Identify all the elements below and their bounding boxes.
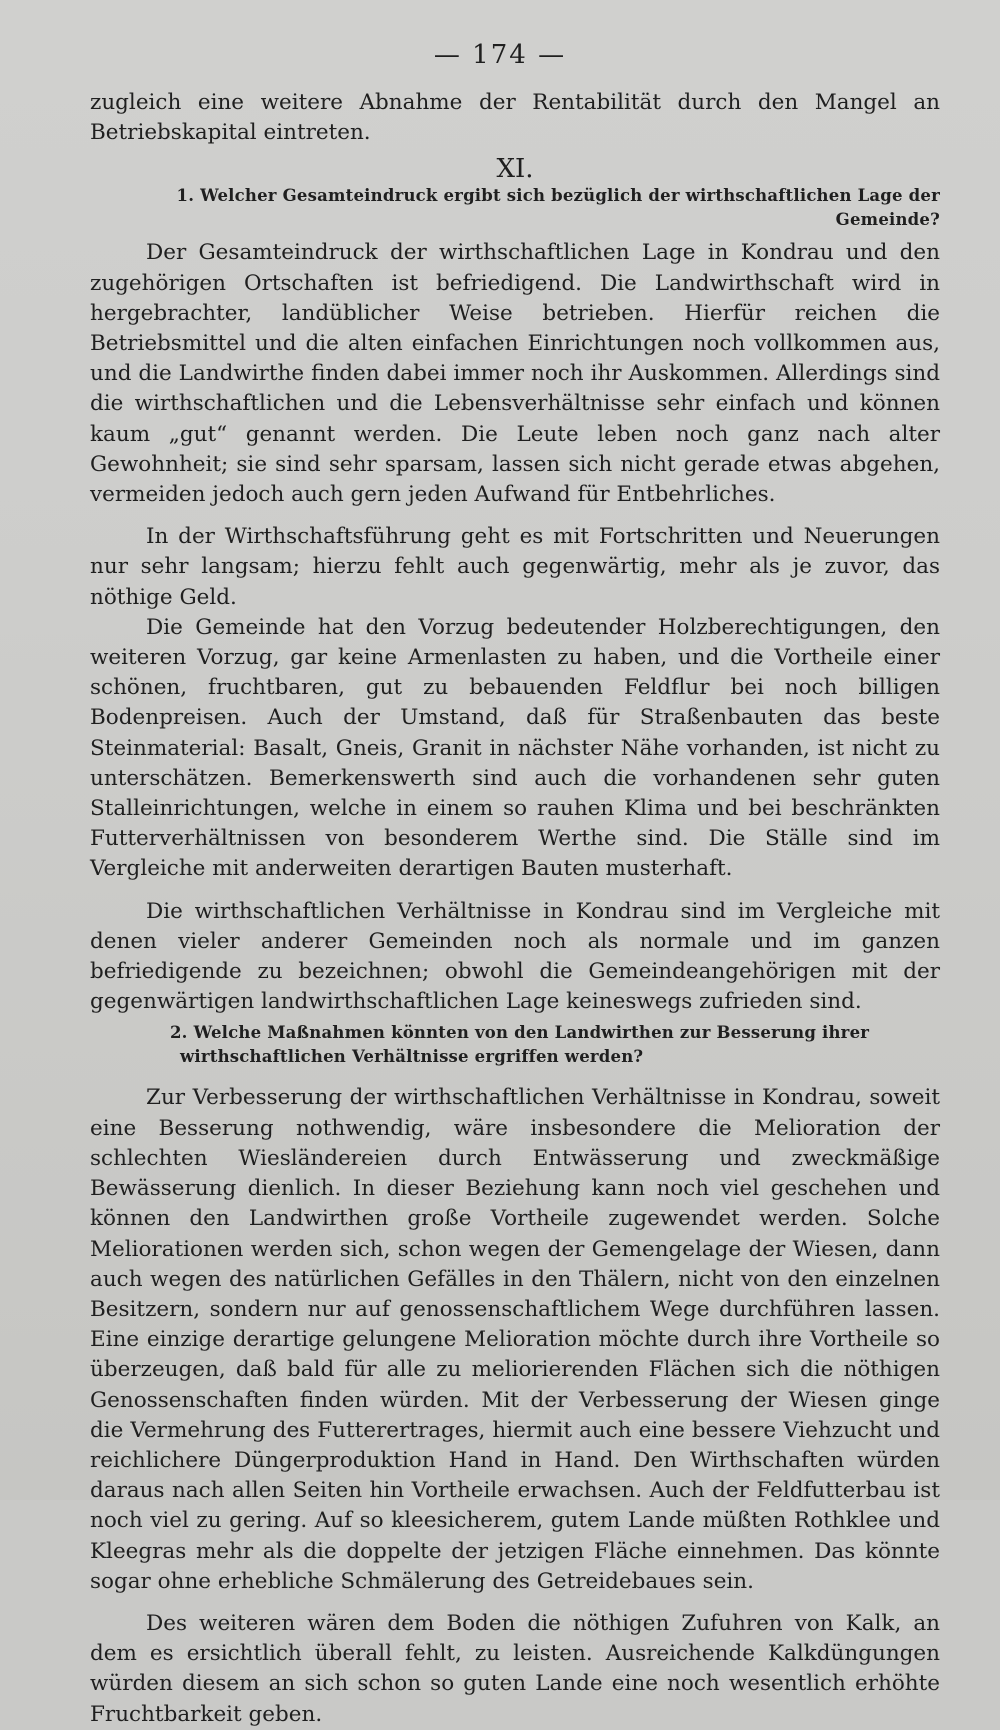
paragraph-overall-impression: Der Gesamteindruck der wirthschaftlichen Lage in Kondrau und den zugehörigen Ortschaften ist befriedigend. Die Landwirthschaft wird in hergebrachter, landüblicher Weise betrieben. Hierfür reichen die Betriebsmittel und die alten einfachen Einrichtungen noch vollkommen aus, und die Landwirthe finden dabei immer noch ihr Auskommen. Allerdings sind die wirthschaftlichen und die Lebensverhältnisse sehr einfach und können kaum „gut“ genannt werden. Die Leute leben noch ganz nach alter Gewohnheit; sie sind sehr sparsam, lassen sich nicht gerade etwas abgehen, vermeiden jedoch auch gern jeden Aufwand für Entbehrliches. <box>90 240 940 508</box>
paragraph-advantages: Die Gemeinde hat den Vorzug bedeutender Holzberechtigungen, den weiteren Vorzug, gar keine Armenlasten zu haben, und die Vortheile einer schönen, fruchtbaren, gut zu bebauenden Feldflur bei noch billigen Bodenpreisen. Auch der Umstand, daß für Straßenbauten das beste Steinmaterial: Basalt, Gneis, Granit in nächster Nähe vorhanden, ist nicht zu unterschätzen. Bemerkenswerth sind auch die vorhandenen sehr guten Stalleinrichtungen, welche in einem so rauhen Klima und bei beschränkten Futterverhältnissen von besonderem Werthe sind. Die Ställe sind im Vergleiche mit anderweiten derartigen Bauten musterhaft. <box>90 614 940 882</box>
paragraph-management: In der Wirthschaftsführung geht es mit Fortschritten und Neuerungen nur sehr langsam; hierzu fehlt auch gegenwärtig, mehr als je zuvor, das nöthige Geld. <box>90 524 940 610</box>
paragraph-improvements: Zur Verbesserung der wirthschaftlichen Verhältnisse in Kondrau, soweit eine Besserung nothwendig, wäre insbesondere die Melioration der schlechten Wiesländereien durch Entwässerung und zweckmäßige Bewässerung dienlich. In dieser Beziehung kann noch viel geschehen und können den Landwirthen große Vortheile zugewendet werden. Solche Meliorationen werden sich, schon wegen der Gemengelage der Wiesen, dann auch wegen des natürlichen Gefälles in den Thälern, nicht von den einzelnen Besitzern, sondern nur auf genossenschaftlichem Wege durchführen lassen. Eine einzige derartige gelungene Melioration möchte durch ihre Vortheile so überzeugen, daß bald für alle zu meliorierenden Flächen sich die nöthigen Genossenschaften finden würden. Mit der Verbesserung der Wiesen ginge die Vermehrung des Futterertrages, hiermit auch eine bessere Viehzucht und reichlichere Düngerproduktion Hand in Hand. Den Wirthschaften würden daraus nach allen Seiten hin Vortheile erwachsen. Auch der Feldfutterbau ist noch viel zu gering. Auf so kleesicherem, gutem Lande müßten Rothklee und Kleegras mehr als die doppelte der jetzigen Fläche einnehmen. Das könnte sogar ohne erhebliche Schmälerung des Getreidebaues sein. <box>90 1085 940 1594</box>
page-number: — 174 — <box>433 40 567 70</box>
question-1: 1. Welcher Gesamteindruck ergibt sich bezüglich der wirthschaftlichen Lage der Gemeinde? <box>176 186 940 230</box>
paragraph-normal-conditions: Die wirthschaftlichen Verhältnisse in Kondrau sind im Vergleiche mit denen vieler anderer Gemeinden noch als normale und im ganzen befriedigende zu bezeichnen; obwohl die Gemeindeangehörigen mit der gegenwärtigen landwirthschaftlichen Lage keineswegs zufrieden sind. <box>90 898 940 1015</box>
question-2: 2. Welche Maßnahmen könnten von den Landwirthen zur Besserung ihrer wirthschaftlichen Verhältnisse ergriffen werden? <box>170 1023 870 1067</box>
paragraph-gap <box>90 510 940 522</box>
page-content <box>90 88 940 1730</box>
section-heading: XI. <box>496 154 534 185</box>
paragraph-gap <box>90 1597 940 1609</box>
paragraph-lime: Des weiteren wären dem Boden die nöthigen Zufuhren von Kalk, an dem es ersichtlich überall fehlt, zu leisten. Ausreichende Kalkdüngungen würden diesem an sich schon so guten Lande eine noch wesentlich erhöhte Fruchtbarkeit geben. <box>90 1610 940 1727</box>
paragraph-continuation: zugleich eine weitere Abnahme der Rentabilität durch den Mangel an Betriebskapital eintreten. <box>90 90 940 146</box>
paragraph-gap <box>90 885 940 897</box>
